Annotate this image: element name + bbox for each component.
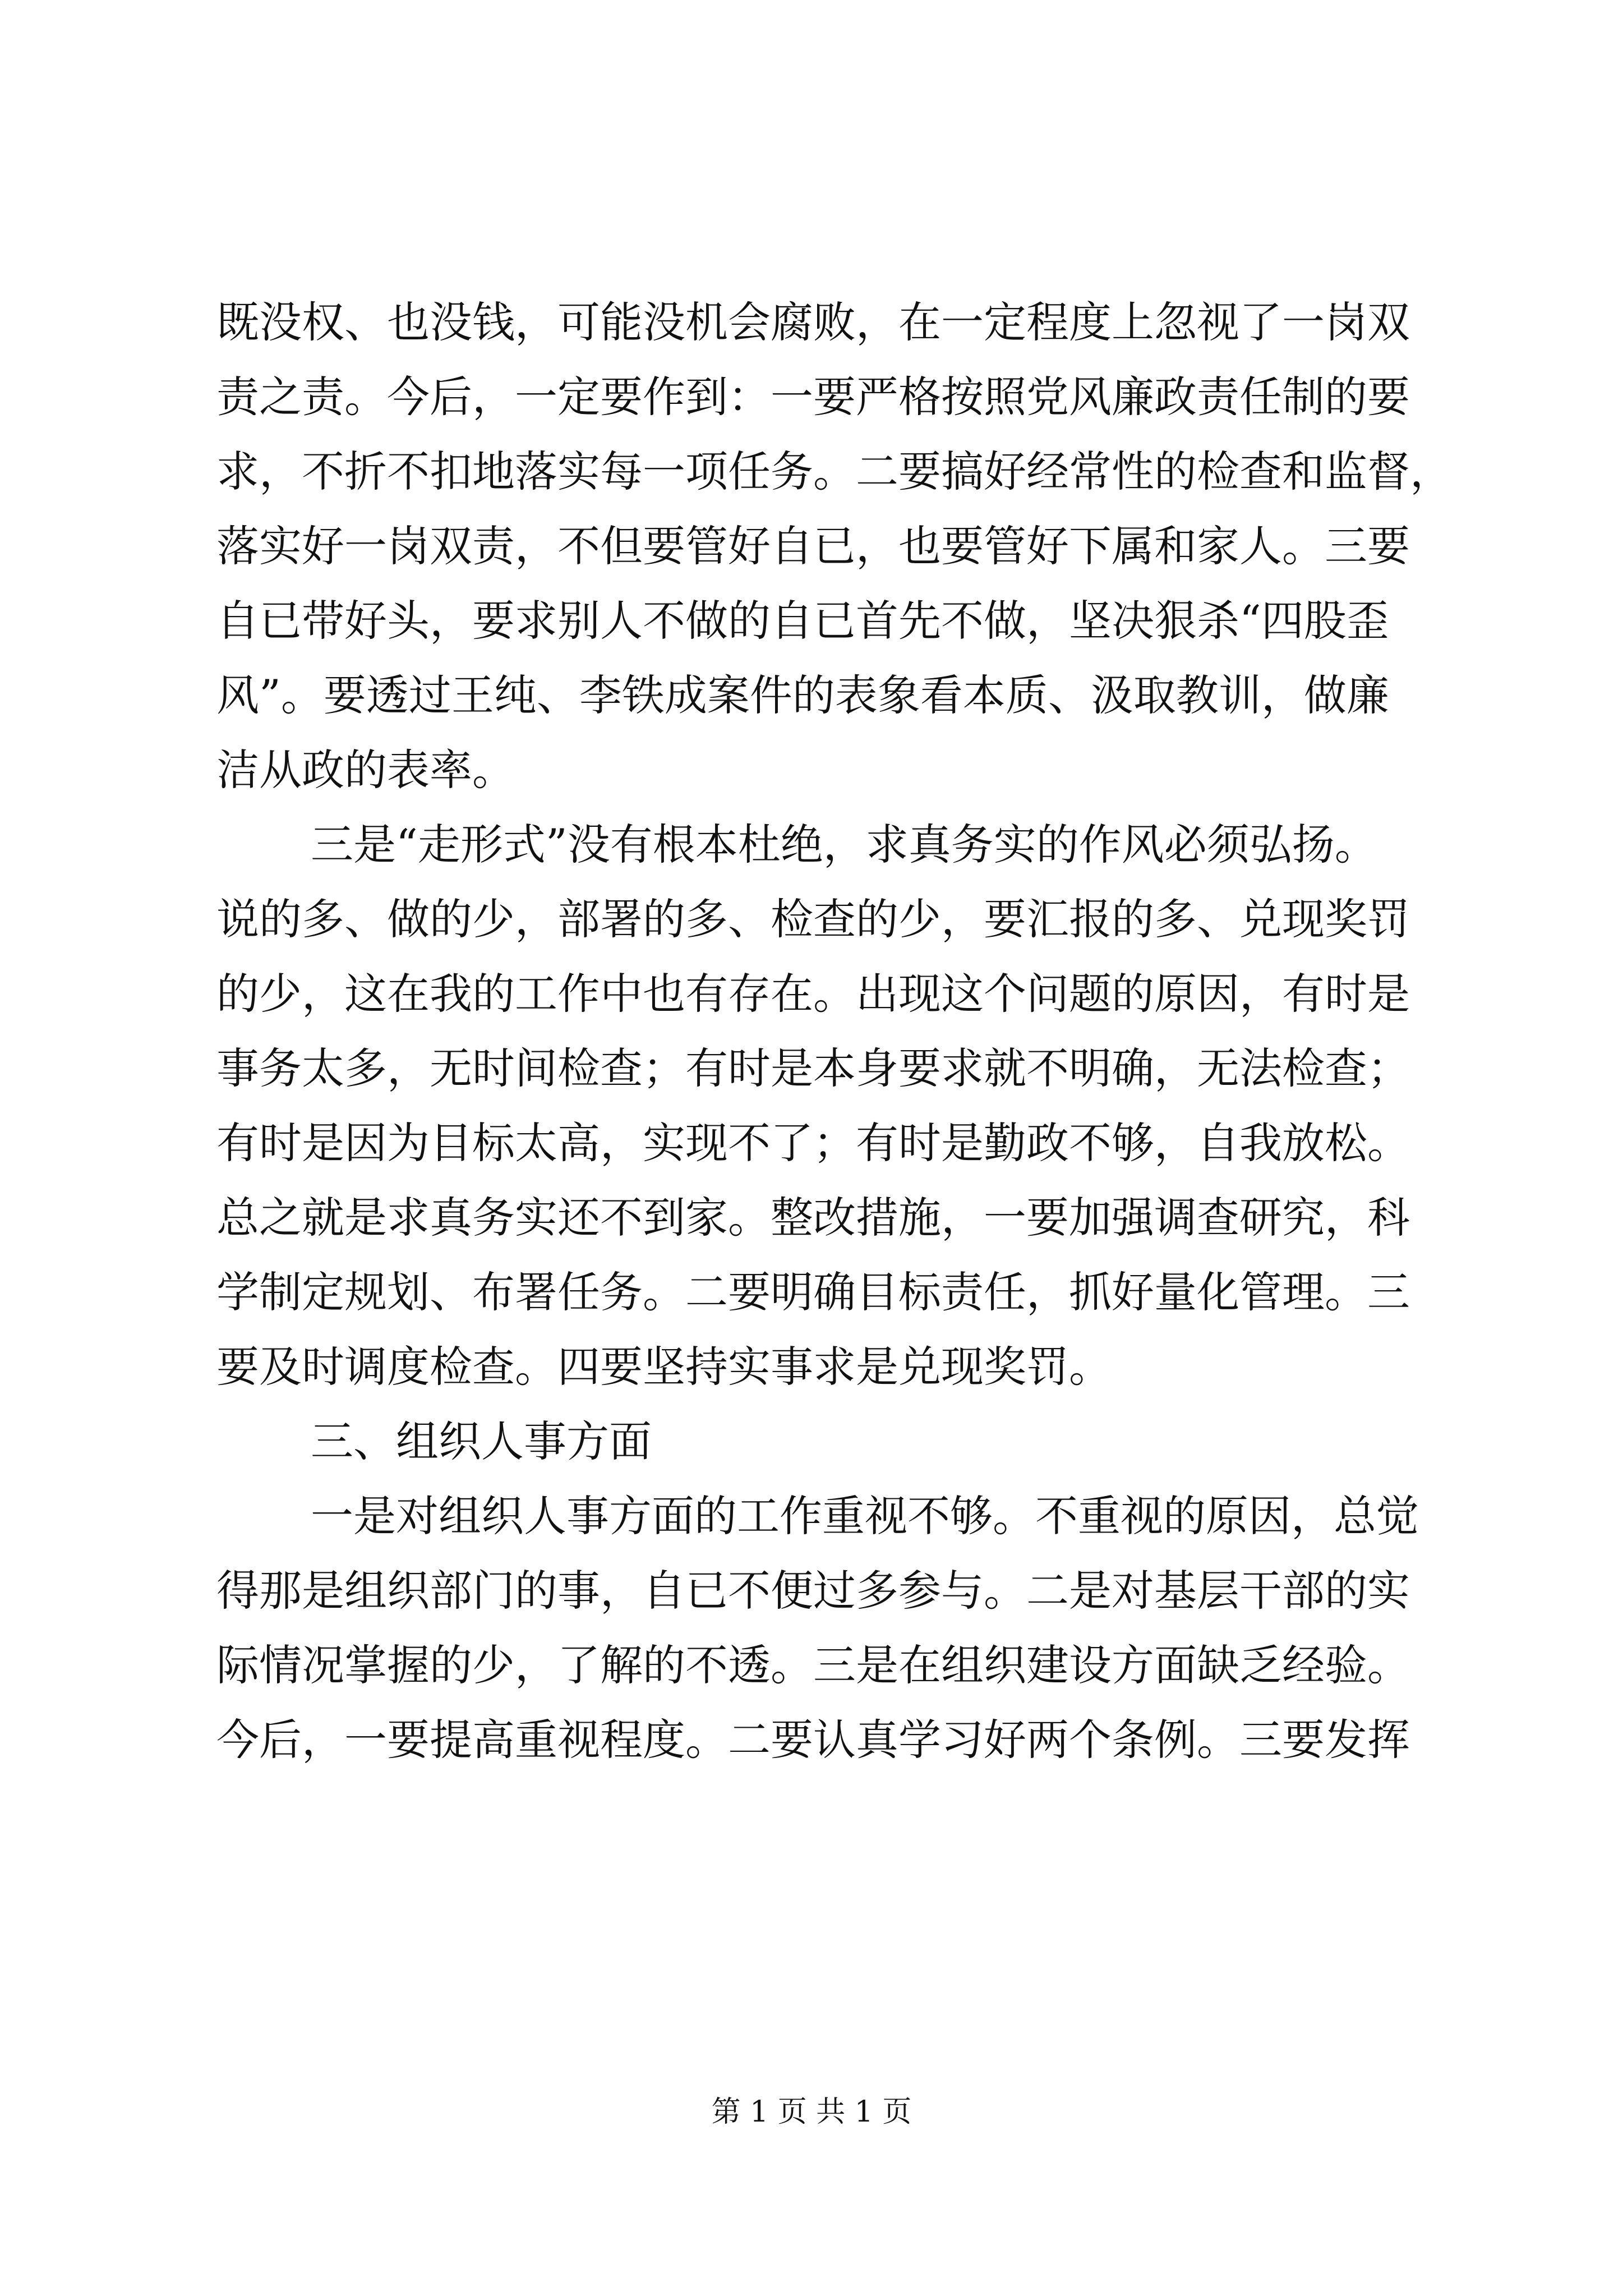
text-line: 学制定规划、布署任务。二要明确目标责任，抓好量化管理。三: [216, 1267, 1410, 1317]
text-line: 总之就是求真务实还不到家。整改措施，一要加强调查研究，科: [216, 1193, 1410, 1243]
text-line: 得那是组织部门的事，自已不便过多参与。二是对基层干部的实: [216, 1566, 1410, 1616]
paragraph-start-line: 三是“走形式”没有根本杜绝，求真务实的作风必须弘扬。: [311, 820, 1377, 869]
text-line: 今后，一要提高重视程度。二要认真学习好两个条例。三要发挥: [216, 1715, 1410, 1765]
text-line: 事务太多，无时间检查；有时是本身要求就不明确，无法检查；: [216, 1043, 1410, 1093]
text-line: 责之责。今后，一定要作到：一要严格按照党风廉政责任制的要: [216, 372, 1410, 422]
text-line: 自已带好头，要求别人不做的自已首先不做，坚决狠杀“四股歪: [216, 596, 1389, 646]
text-line: 有时是因为目标太高，实现不了；有时是勤政不够，自我放松。: [216, 1118, 1410, 1168]
text-line: 洁从政的表率。: [216, 745, 515, 795]
text-line: 说的多、做的少，部署的多、检查的少，要汇报的多、兑现奖罚: [216, 894, 1410, 944]
page-footer: 第 1 页 共 1 页: [711, 2095, 912, 2129]
text-line: 际情况掌握的少，了解的不透。三是在组织建设方面缺乏经验。: [216, 1640, 1410, 1690]
section-heading: 三、组织人事方面: [311, 1416, 652, 1466]
text-line: 要及时调度检查。四要坚持实事求是兑现奖罚。: [216, 1342, 1112, 1392]
text-line: 求，不折不扣地落实每一项任务。二要搞好经常性的检查和监督，: [216, 447, 1453, 496]
paragraph-start-line: 一是对组织人事方面的工作重视不够。不重视的原因，总觉: [311, 1491, 1419, 1541]
text-line: 风”。要透过王纯、李铁成案件的表象看本质、汲取教训，做廉: [216, 670, 1389, 720]
text-line: 的少，这在我的工作中也有存在。出现这个问题的原因，有时是: [216, 969, 1410, 1019]
text-line: 既没权、也没钱，可能没机会腐败，在一定程度上忽视了一岗双: [216, 297, 1410, 347]
text-line: 落实好一岗双责，不但要管好自已，也要管好下属和家人。三要: [216, 521, 1410, 571]
